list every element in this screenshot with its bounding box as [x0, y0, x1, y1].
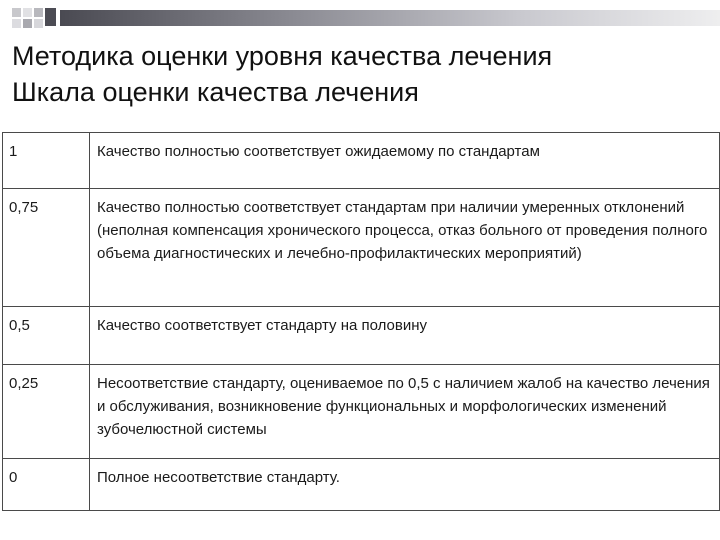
title-line-2: Шкала оценки качества лечения	[12, 77, 419, 107]
quality-scale-table	[2, 132, 720, 511]
table-row	[3, 307, 720, 365]
score-cell: 0,25	[3, 365, 90, 459]
decorative-gradient-bar	[60, 10, 720, 26]
description-cell: Полное несоответствие стандарту.	[90, 459, 720, 511]
score-cell: 0	[3, 459, 90, 511]
title-line-1: Методика оценки уровня качества лечения	[12, 41, 553, 71]
decorative-square	[12, 8, 21, 17]
table-row	[3, 189, 720, 307]
decorative-square	[12, 19, 21, 28]
description-cell: Несоответствие стандарту, оцениваемое по 0,5 с наличием жалоб на качество лечения и обслуживания, возникновение функциональных и морфологических изменений зубочелюстной системы	[90, 365, 720, 459]
description-cell: Качество полностью соответствует ожидаемому по стандартам	[90, 133, 720, 189]
decorative-header-band	[0, 0, 720, 28]
decorative-square	[34, 8, 43, 17]
table-row	[3, 365, 720, 459]
decorative-square	[23, 8, 32, 17]
score-cell: 0,75	[3, 189, 90, 307]
description-cell: Качество соответствует стандарту на половину	[90, 307, 720, 365]
score-cell: 0,5	[3, 307, 90, 365]
decorative-square	[23, 19, 32, 28]
table-row	[3, 459, 720, 511]
slide-title	[12, 38, 712, 110]
description-cell: Качество полностью соответствует стандартам при наличии умеренных отклонений (неполная компенсация хронического процесса, отказ больного от проведения полного объема диагностических и лечебно-профилактических мероприятий)	[90, 189, 720, 307]
score-cell: 1	[3, 133, 90, 189]
decorative-square	[45, 8, 56, 26]
table-row	[3, 133, 720, 189]
decorative-square	[34, 19, 43, 28]
